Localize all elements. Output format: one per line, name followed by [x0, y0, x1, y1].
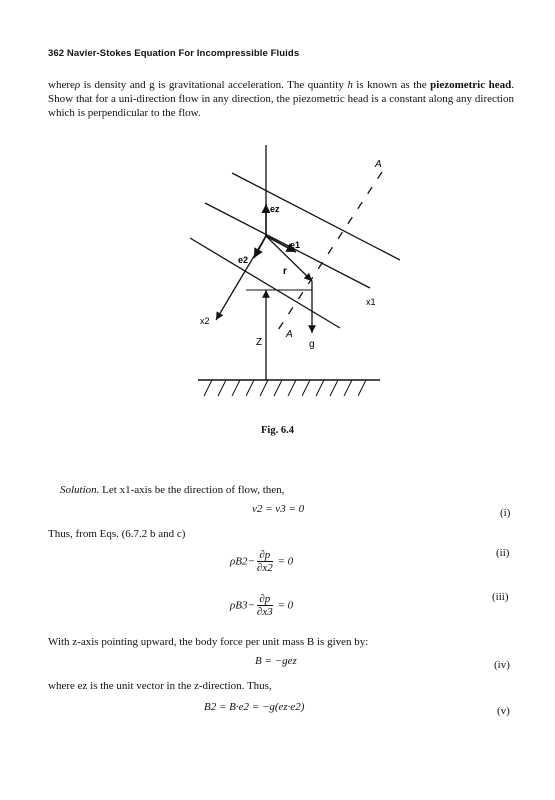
intro-mid1: is density and g is gravitational acceleration. The quantity	[80, 79, 348, 91]
solution-label: Solution.	[60, 484, 100, 496]
label-ez: ez	[270, 204, 280, 214]
equation-iii-number: (iii)	[492, 591, 509, 603]
equation-ii-lhs: ρB2−	[230, 555, 255, 568]
equation-iii-numerator: ∂p	[257, 594, 273, 606]
page-header: 362 Navier-Stokes Equation For Incompressible Fluids	[48, 48, 300, 59]
intro-mid2: is known as the	[352, 79, 431, 91]
piezometric-head-term: piezometric head	[430, 79, 512, 91]
equation-iii-denominator: ∂x3	[256, 606, 273, 618]
equation-ii	[230, 550, 293, 574]
equation-iv-number: (iv)	[494, 659, 510, 671]
flow-line-3	[190, 238, 340, 328]
label-g: g	[309, 339, 315, 350]
e2-arrow	[254, 236, 266, 258]
flow-diagram	[160, 140, 400, 410]
flow-line-2	[205, 203, 370, 288]
label-x1: x1	[366, 297, 376, 307]
flow-line-1	[232, 173, 400, 260]
equation-iii	[230, 594, 293, 618]
equation-iii-rhs: = 0	[274, 599, 294, 612]
label-e2: e2	[238, 255, 249, 265]
equation-v-number: (v)	[497, 705, 510, 717]
figure-caption: Fig. 6.4	[261, 425, 294, 436]
equation-ii-denominator: ∂x2	[256, 562, 273, 574]
equation-ii-numerator: ∂p	[257, 550, 273, 562]
label-z: Z	[256, 337, 263, 348]
solution-line	[60, 484, 284, 496]
solution-text: Let x1-axis be the direction of flow, then,	[99, 484, 285, 496]
intro-pre: where	[48, 79, 75, 91]
r-vector	[266, 236, 312, 281]
label-e1: e1	[290, 240, 301, 250]
equation-iv: B = −gez	[255, 655, 297, 667]
equation-ii-rhs: = 0	[274, 555, 294, 568]
h-symbol: h	[347, 79, 353, 91]
equation-v: B2 = B·e2 = −g(ez·e2)	[204, 701, 305, 713]
z-axis-line: With z-axis pointing upward, the body force per unit mass B is given by:	[48, 636, 369, 648]
thus-line: Thus, from Eqs. (6.7.2 b and c)	[48, 528, 186, 540]
intro-post: . Show that for a uni-direction flow in any direction, the piezometric head is a constant along any direction which is perpendicular to the flow.	[48, 79, 514, 119]
equation-i: v2 = v3 = 0	[252, 503, 305, 515]
equation-i-number: (i)	[500, 507, 511, 519]
ground-hatch	[204, 380, 366, 396]
equation-ii-number: (ii)	[496, 547, 510, 559]
rho-symbol: ρ	[74, 79, 81, 91]
label-a-top: A	[375, 159, 382, 170]
label-r: r	[283, 266, 287, 277]
where-line: where ez is the unit vector in the z-direction. Thus,	[48, 680, 272, 692]
equation-iii-lhs: ρB3−	[230, 599, 255, 612]
label-x2: x2	[200, 316, 210, 326]
label-a-bottom: A	[286, 329, 293, 340]
intro-paragraph	[48, 78, 514, 120]
